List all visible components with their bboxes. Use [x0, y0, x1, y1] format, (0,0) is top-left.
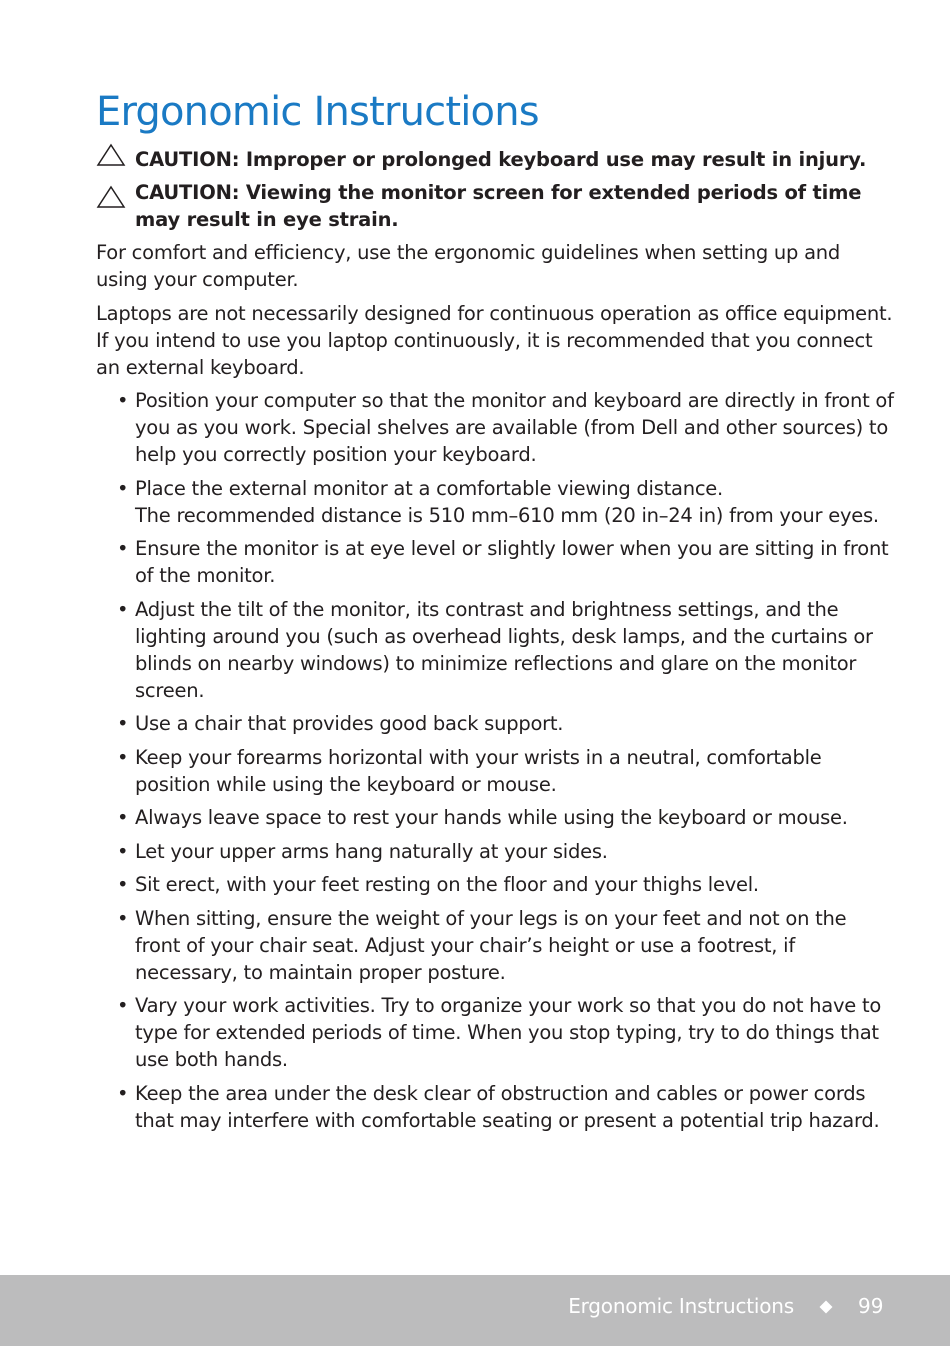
page-title: Ergonomic Instructions [96, 89, 539, 135]
caution-text: CAUTION: Viewing the monitor screen for extended periods of time may result in eye strain. [135, 181, 862, 231]
list-item [96, 838, 896, 865]
bullet-dot: • [117, 906, 129, 930]
bullet-dot: • [117, 873, 129, 896]
guideline-list [96, 387, 896, 1140]
caution-text: CAUTION: Improper or prolonged keyboard use may result in injury. [135, 148, 867, 171]
bullet-dot: • [117, 476, 129, 500]
footer-bar [0, 1275, 950, 1346]
page-number: 99 [858, 1294, 884, 1318]
list-item [96, 905, 896, 986]
bullet-dot: • [117, 806, 129, 829]
list-item-text: Use a chair that provides good back support. [135, 712, 564, 735]
list-item-text: Ensure the monitor is at eye level or slightly lower when you are sitting in front of the monitor. [135, 537, 889, 587]
list-item [96, 596, 896, 704]
bullet-dot: • [117, 712, 129, 735]
list-item-text: Sit erect, with your feet resting on the floor and your thighs level. [135, 873, 759, 896]
list-item [96, 1080, 896, 1134]
list-item [96, 804, 896, 831]
warning-triangle-icon [96, 185, 126, 209]
list-item-text: Adjust the tilt of the monitor, its contrast and brightness settings, and the lighting around you (such as overhead lights, desk lamps, and the curtains or blinds on nearby windows) to minimize reflections and glare on the monitor screen. [135, 597, 873, 702]
list-item [96, 710, 896, 737]
list-item-text: The recommended distance is 510 mm–610 mm (20 in–24 in) from your eyes. [135, 503, 879, 527]
list-item-text: Let your upper arms hang naturally at your sides. [135, 839, 608, 863]
bullet-dot: • [117, 389, 129, 412]
list-item-text: Keep the area under the desk clear of obstruction and cables or power cords that may interfere with comfortable seating or present a potential trip hazard. [135, 1081, 880, 1132]
list-item-text: Keep your forearms horizontal with your wrists in a neutral, comfortable position while using the keyboard or mouse. [135, 745, 822, 796]
list-item [96, 744, 896, 798]
list-item-text: Vary your work activities. Try to organize your work so that you do not have to type for extended periods of time. When you stop typing, try to do things that use both hands. [135, 994, 882, 1071]
list-item [96, 871, 896, 898]
list-item-continuation [96, 502, 896, 529]
bullet-dot: • [117, 745, 129, 769]
bullet-dot: • [117, 537, 129, 560]
bullet-dot: • [117, 597, 129, 621]
list-item [96, 475, 896, 502]
diamond-icon [818, 1299, 834, 1315]
list-item [96, 992, 896, 1073]
list-item-text: When sitting, ensure the weight of your legs is on your feet and not on the front of your chair seat. Adjust your chair’s height or use a footrest, if necessary, to maintain proper posture. [135, 906, 847, 984]
footer-section-title: Ergonomic Instructions [568, 1294, 794, 1318]
bullet-dot: • [117, 839, 129, 863]
bullet-dot: • [117, 994, 129, 1017]
list-item [96, 387, 896, 468]
list-item [96, 535, 896, 589]
caution-eye-strain [96, 179, 886, 233]
warning-triangle-icon [96, 143, 126, 167]
list-item-text: Place the external monitor at a comfortable viewing distance. [135, 476, 723, 500]
bullet-dot: • [117, 1081, 129, 1105]
caution-keyboard [96, 146, 886, 173]
intro-paragraph: For comfort and efficiency, use the ergonomic guidelines when setting up and using your computer. [96, 241, 841, 291]
list-item-text: Always leave space to rest your hands while using the keyboard or mouse. [135, 806, 848, 829]
laptop-paragraph: Laptops are not necessarily designed for continuous operation as office equipment. If you intend to use you laptop continuously, it is recommended that you connect an external keyboard. [96, 302, 893, 379]
list-item-text: Position your computer so that the monitor and keyboard are directly in front of you as you work. Special shelves are available (from Dell and other sources) to help you correctly position your keyboard. [135, 389, 894, 466]
